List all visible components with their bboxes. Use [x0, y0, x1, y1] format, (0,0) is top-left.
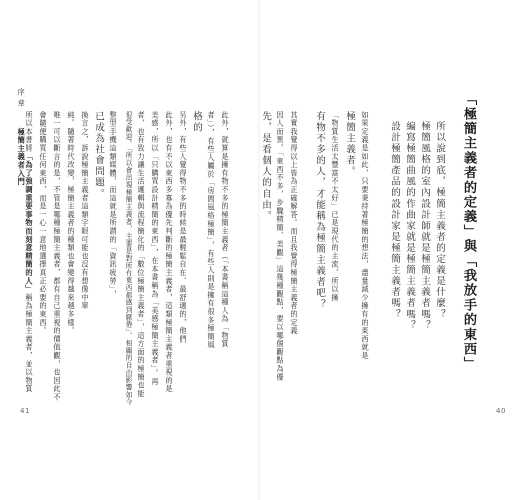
heading-connector: 與 [461, 239, 476, 254]
page-number: 41 [20, 407, 30, 415]
paragraph-line: 有物不多的人，才能稱為極簡主義者吧？ [314, 111, 325, 310]
paragraph-line: 純。隨著時代改變，極簡主義者的種類也會變得越來越多樣。 [67, 111, 76, 336]
paragraph-line: 因人而異。「東西不多，步驟精簡、美觀」這幾種觀點，要以哪個觀點為優 [276, 111, 285, 382]
emphasis-text: 「為了強調重要事物而刻意精簡的人」 [25, 152, 34, 294]
paragraph-line: 編寫極簡曲風的作曲家就是極簡主義者嗎？ [404, 121, 415, 331]
paragraph-line: 如果定義是如此，只要秉持著極簡的想法，盡量減少擁有的東西就是 [361, 111, 370, 360]
page-number: 40 [496, 407, 506, 415]
running-head: 序章 [17, 88, 27, 111]
paragraph-line: 美感，所以「只購買設計精簡的東西」，在本書稱為「美感極簡主義者」。再 [151, 111, 160, 386]
paragraph-line: 「物質生活太豐富不太好」已是現代的主流，所以擁 [331, 111, 340, 302]
book-gutter [258, 0, 260, 500]
emphasis-suffix: 稱為極簡主義者，並以物質 [25, 293, 34, 394]
paragraph-line: 換言之，訴說極簡主義者這類字眼可能也沒有想像中單 [81, 111, 90, 311]
paragraph-line: 此外，也有不以東西多寡為優先判斷的極簡主義者，這類極簡主義者重視的是 [165, 111, 174, 394]
paragraph-line: 唯一可以斷言的是，不管是哪種極簡主義者，都有自己重視的價值觀，也因此不 [53, 111, 62, 402]
section-heading [459, 92, 478, 371]
paragraph-line: 會隨便購買任何東西，而是一心一意地選擇真正必要的東西。 [39, 111, 48, 336]
paragraph-line: 此外，就算是擁有物不多的極簡主義者（「本書稱這種人為「物質 [221, 111, 230, 349]
paragraph-line: 先，是看個人的自由。 [260, 111, 271, 222]
paragraph-line: 者」），有些人屬於「房間風格極簡」，有些人則是擁有很多極簡風 [207, 111, 216, 350]
paragraph-line: 其實我覺得以上皆為正確解答。而且我覺得極簡主義者的定義 [290, 111, 299, 336]
running-subtitle: 極簡主義者入門 [17, 128, 27, 187]
paragraph-line: 設計極簡產品的設計家是極簡主義者嗎？ [389, 121, 400, 320]
paragraph-line: 極簡主義者。 [344, 111, 355, 178]
paragraph-line: 已成為社會問題。 [93, 111, 104, 200]
emphasis-prefix: 所以本書將 [25, 111, 34, 153]
heading-part-2: 「我放手的東西」 [461, 253, 476, 372]
paragraph-line: 格的 [191, 111, 202, 134]
paragraph-line: 所以說到底，極簡主義者的定義是什麼？ [434, 121, 445, 320]
heading-part-1: 「極簡主義者的定義」 [461, 92, 476, 239]
paragraph-line: 另外，有些人覺得物不多的時候是最輕鬆自在、最舒適的，他們 [179, 111, 188, 344]
paragraph-line: 者，也有致力讓生活邏輯與流程簡化的「數位極簡主義者」，這方面的極簡也能 [137, 111, 146, 398]
paragraph-line: 整型手機這類媒體，而這就是所謂的「資訊疲勞」， [109, 111, 118, 299]
paragraph-line-emphasis [26, 111, 33, 393]
paragraph-line: 極簡風格的室內設計師就是極簡主義者嗎？ [419, 121, 430, 331]
paragraph-line: 很受歡迎。「所以會出現極簡主義者，主要是對所有東西都感到厭倦」，相關的自由影響如今 [124, 111, 132, 406]
